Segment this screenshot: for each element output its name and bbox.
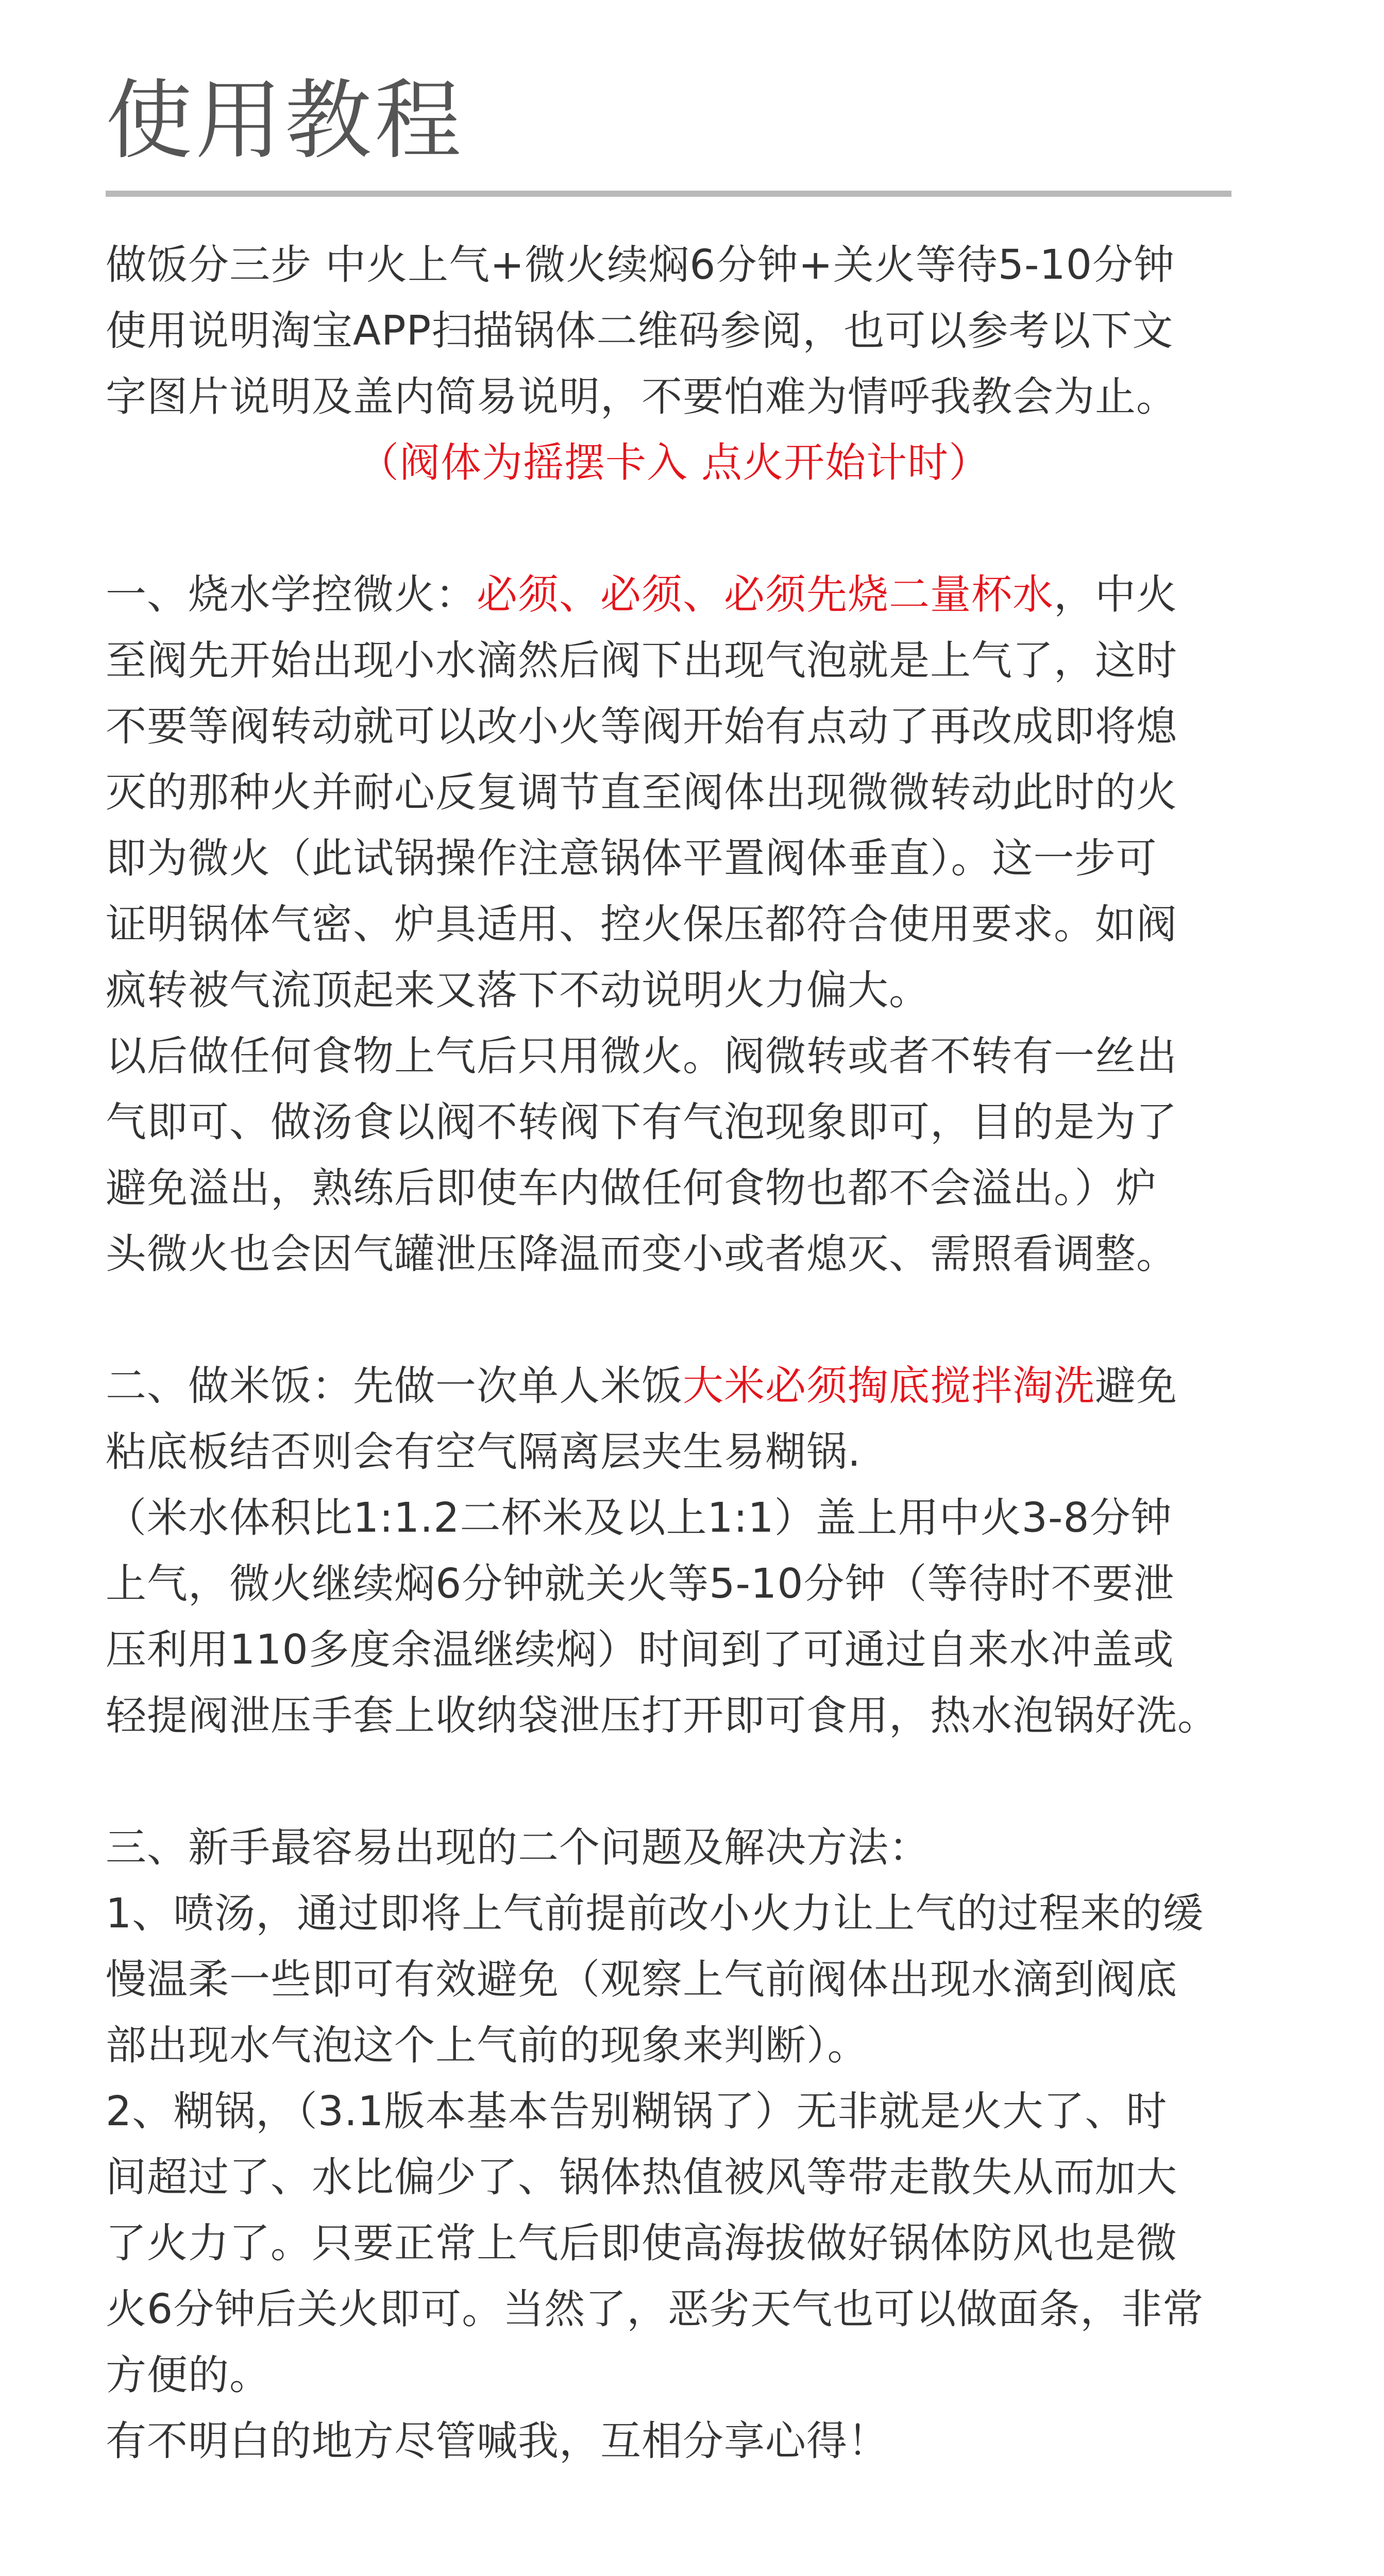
paragraph-line: 疯转被气流顶起来又落下不动说明火力偏大。 [106,967,930,1014]
page-title: 使用教程 [106,70,464,171]
section-heading: 二、做米饭：先做一次单人米饭 [106,1362,683,1410]
paragraph-line: 火6分钟后关火即可。当然了，恶劣天气也可以做面条，非常 [106,2285,1204,2333]
warning-highlight: 大米必须掏底搅拌淘洗 [683,1362,1095,1410]
title-divider [106,191,1231,197]
section-spacer [106,1287,1332,1353]
paragraph-line: 不要等阀转动就可以改小火等阀开始有点动了再改成即将熄 [106,703,1177,750]
paragraph-line: 间超过了、水比偏少了、锅体热值被风等带走散失从而加大 [106,2154,1177,2201]
paragraph-line: 1、喷汤，通过即将上气前提前改小火力让上气的过程来的缓 [106,1890,1204,1937]
section-troubleshooting [106,1815,1332,2474]
paragraph-line: 轻提阀泄压手套上收纳袋泄压打开即可食用，热水泡锅好洗。 [106,1692,1219,1739]
paragraph-line: 慢温柔一些即可有效避免（观察上气前阀体出现水滴到阀底 [106,1956,1177,2003]
section-heading-line [106,562,1332,628]
paragraph-line: 部出现水气泡这个上气前的现象来判断）。 [106,2022,869,2069]
paragraph-line: 方便的。 [106,2351,271,2399]
section-heading: 三、新手最容易出现的二个问题及解决方法： [106,1824,930,1871]
note-close-paren: ） [949,439,990,486]
section-spacer [106,496,1332,562]
intro-line: 做饭分三步 中火上气+微火续焖6分钟+关火等待5-10分钟 [106,241,1175,289]
paragraph-line: 气即可、做汤食以阀不转阀下有气泡现象即可，目的是为了 [106,1098,1177,1146]
section-spacer [106,1749,1332,1815]
section-boil-water [106,562,1332,1287]
section-heading-line [106,1353,1332,1419]
paragraph-line: 即为微火（此试锅操作注意锅体平置阀体垂直）。这一步可 [106,835,1157,882]
paragraph-line: 以后做任何食物上气后只用微火。阀微转或者不转有一丝出 [106,1032,1177,1080]
paragraph-line: 头微火也会因气罐泄压降温而变小或者熄灭、需照看调整。 [106,1230,1177,1278]
paragraph-line: 了火力了。只要正常上气后即使高海拔做好锅体防风也是微 [106,2219,1177,2267]
tutorial-content [106,232,1332,2474]
paragraph-line: 灭的那种火并耐心反复调节直至阀体出现微微转动此时的火 [106,769,1177,816]
note-highlight: 阀体为摇摆卡入 点火开始计时 [399,439,949,486]
section-text: 避免 [1095,1362,1177,1410]
paragraph-line: 避免溢出，熟练后即使车内做任何食物也都不会溢出。）炉 [106,1164,1157,1212]
paragraph-line: 粘底板结否则会有空气隔离层夹生易糊锅. [106,1428,862,1476]
intro-line: 字图片说明及盖内简易说明，不要怕难为情呼我教会为止。 [106,373,1177,420]
intro-note [106,430,1332,496]
paragraph-line: 证明锅体气密、炉具适用、控火保压都符合使用要求。如阀 [106,901,1177,948]
section-cook-rice [106,1353,1332,1749]
paragraph-line: 至阀先开始出现小水滴然后阀下出现气泡就是上气了，这时 [106,637,1177,684]
warning-highlight: 必须、必须、必须先烧二量杯水 [477,571,1054,618]
closing-line: 有不明白的地方尽管喊我，互相分享心得！ [106,2417,889,2465]
intro-block [106,232,1332,496]
paragraph-line: 2、糊锅，（3.1版本基本告别糊锅了）无非就是火大了、时 [106,2088,1168,2135]
section-heading: 一、烧水学控微火： [106,571,477,618]
note-open-paren: （ [358,439,399,486]
paragraph-line: 上气，微火继续焖6分钟就关火等5-10分钟（等待时不要泄 [106,1560,1175,1607]
paragraph-line: （米水体积比1:1.2二杯米及以上1:1）盖上用中火3-8分钟 [106,1494,1172,1541]
section-text: ，中火 [1054,571,1177,618]
paragraph-line: 压利用110多度余温继续焖）时间到了可通过自来水冲盖或 [106,1626,1174,1673]
intro-line: 使用说明淘宝APP扫描锅体二维码参阅，也可以参考以下文 [106,307,1174,354]
